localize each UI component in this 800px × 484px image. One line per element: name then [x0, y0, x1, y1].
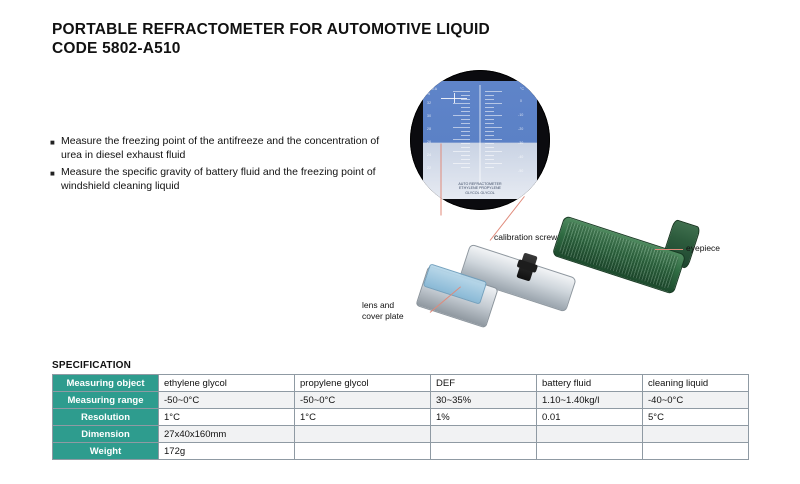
- table-row: [53, 375, 749, 392]
- scale-bottom-line-1: AUTO REFRACTOMETER: [458, 181, 502, 186]
- scale-label-left-6: 24: [427, 153, 432, 157]
- scale-label-right-5: -40: [518, 155, 524, 159]
- cell-dimension-1: 27x40x160mm: [159, 426, 295, 443]
- cell-measuring-range-1: -50~0°C: [159, 392, 295, 409]
- cell-weight-3: [431, 443, 537, 460]
- specification-heading: SPECIFICATION: [52, 360, 132, 371]
- title-line-2: CODE 5802-A510: [52, 40, 181, 57]
- scale-bottom-line-2: ETHYLENE PROPYLENE: [459, 186, 501, 191]
- cell-measuring-range-2: -50~0°C: [295, 392, 431, 409]
- bullet-square-icon: ■: [50, 169, 55, 178]
- row-header-resolution: Resolution: [53, 409, 159, 426]
- row-header-dimension: Dimension: [53, 426, 159, 443]
- callout-label-lens-line-1: lens and: [362, 300, 395, 310]
- callout-line-eyepiece: [655, 249, 683, 250]
- cell-dimension-5: [643, 426, 749, 443]
- scale-label-right-3: -20: [518, 127, 524, 131]
- cell-resolution-5: 5°C: [643, 409, 749, 426]
- cell-measuring-range-3: 30~35%: [431, 392, 537, 409]
- bullet-square-icon: ■: [50, 138, 55, 147]
- callout-label-calibration-screw: calibration screw: [494, 232, 558, 242]
- table-row: [53, 426, 749, 443]
- scale-view-circle: [410, 70, 550, 210]
- scale-center-line: [480, 85, 481, 195]
- callout-label-eyepiece: eyepiece: [686, 243, 721, 253]
- cell-dimension-2: [295, 426, 431, 443]
- row-header-measuring-object: Measuring object: [53, 375, 159, 392]
- cell-measuring-object-4: battery fluid: [537, 375, 643, 392]
- scale-label-left-0: UREA: [427, 87, 438, 91]
- bullet-text: Measure the freezing point of the antifreeze and the concentration of urea in diesel exhaust fluid: [61, 135, 380, 161]
- scale-label-left-5: 26: [427, 140, 432, 144]
- cell-measuring-object-5: cleaning liquid: [643, 375, 749, 392]
- cell-measuring-range-5: -40~0°C: [643, 392, 749, 409]
- specification-table: [52, 374, 749, 460]
- row-header-measuring-range: Measuring range: [53, 392, 159, 409]
- cell-measuring-object-1: ethylene glycol: [159, 375, 295, 392]
- cell-weight-1: 172g: [159, 443, 295, 460]
- bullet-text: Measure the specific gravity of battery fluid and the freezing point of windshield cleaning liquid: [61, 166, 376, 192]
- page-title: [52, 20, 572, 58]
- table-row: [53, 409, 749, 426]
- cell-measuring-range-4: 1.10~1.40kg/l: [537, 392, 643, 409]
- cell-weight-4: [537, 443, 643, 460]
- cell-weight-2: [295, 443, 431, 460]
- row-header-weight: Weight: [53, 443, 159, 460]
- cell-measuring-object-3: DEF: [431, 375, 537, 392]
- cell-dimension-4: [537, 426, 643, 443]
- cell-dimension-3: [431, 426, 537, 443]
- scale-ticks-right: [485, 91, 519, 191]
- scale-label-left-7: 22: [427, 166, 432, 170]
- scale-label-right-0: °C: [520, 87, 525, 91]
- scale-label-right-6: -50: [518, 169, 524, 173]
- callout-line-scale: [441, 144, 442, 216]
- scale-label-left-2: 32: [427, 101, 432, 105]
- refractometer-body: [370, 210, 770, 350]
- cell-resolution-1: 1°C: [159, 409, 295, 426]
- scale-ticks-left: [439, 91, 473, 191]
- scale-label-left-4: 28: [427, 127, 432, 131]
- table-row: [53, 443, 749, 460]
- callout-label-lens-line-2: cover plate: [362, 311, 404, 321]
- scale-label-right-4: -30: [518, 141, 524, 145]
- scale-label-right-1: 0: [520, 99, 523, 103]
- title-line-1: PORTABLE REFRACTOMETER FOR AUTOMOTIVE LIQUID: [52, 21, 490, 38]
- scale-label-left-3: 30: [427, 114, 432, 118]
- scale-bottom-line-3: GLYCOL GLYCOL: [465, 190, 495, 195]
- cell-resolution-2: 1°C: [295, 409, 431, 426]
- scale-label-left-1: %: [427, 92, 431, 96]
- table-row: [53, 392, 749, 409]
- cell-measuring-object-2: propylene glycol: [295, 375, 431, 392]
- cell-weight-5: [643, 443, 749, 460]
- cell-resolution-3: 1%: [431, 409, 537, 426]
- scale-label-right-2: -10: [518, 113, 524, 117]
- cell-resolution-4: 0.01: [537, 409, 643, 426]
- product-illustration: [330, 62, 790, 352]
